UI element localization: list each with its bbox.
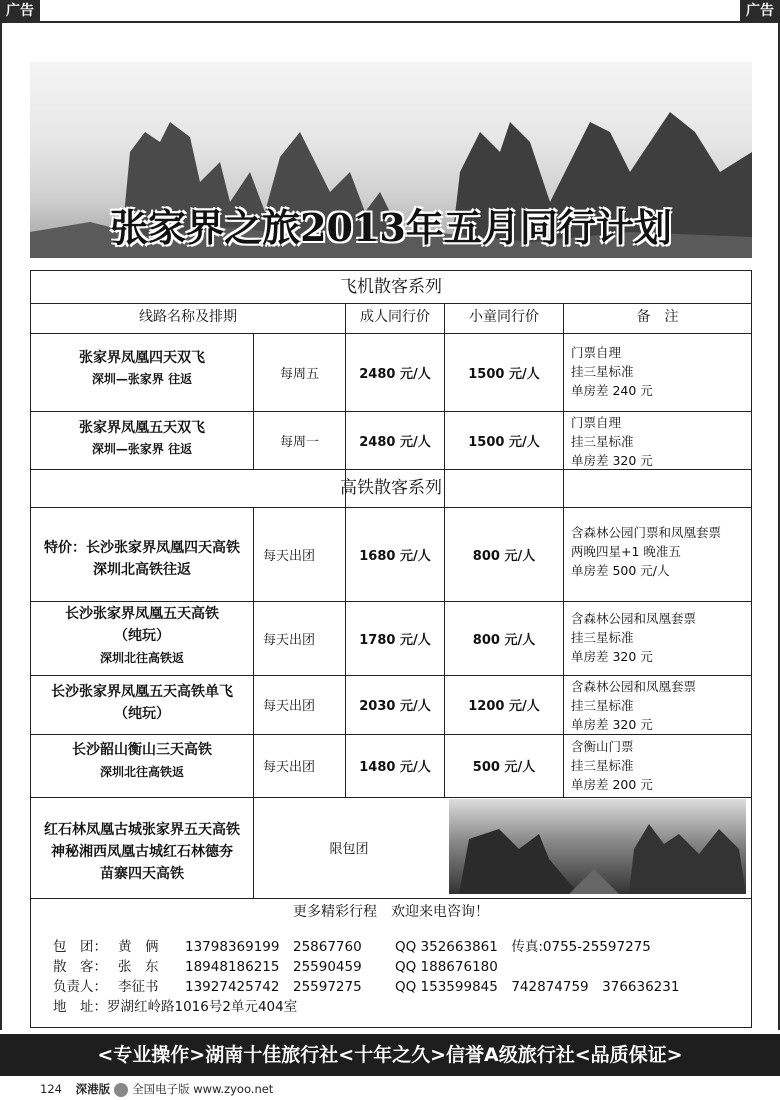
rail-notes-3: 含森林公园和凤凰套票 挂三星标准 单房差 320 元 [571, 679, 697, 732]
banner-title: 张家界之旅2013年五月同行计划 [110, 205, 672, 250]
address: 地 址：罗湖红岭路1016号2单元404室 [53, 999, 298, 1015]
rail-schedule-3: 每天出团 [262, 698, 315, 714]
air-adult-2: 2480 元/人 [359, 434, 431, 450]
rail-adult-4: 1480 元/人 [359, 760, 431, 775]
air-schedule-1: 每周五 [279, 366, 319, 382]
header-notes: 备 注 [636, 309, 679, 325]
ad-tag-left: 广告 [0, 0, 40, 22]
itinerary-table [30, 270, 752, 1028]
rail-schedule-4: 每天出团 [262, 760, 315, 775]
rail-route-4: 长沙韶山衡山三天高铁 深圳北往高铁返 [72, 742, 212, 779]
header-route: 线路名称及排期 [139, 309, 237, 325]
rail-adult-3: 2030 元/人 [359, 698, 431, 714]
contact-role-3: 负责人： [53, 979, 107, 995]
section-air-title: 飞机散客系列 [31, 271, 751, 304]
contact-qq-2: QQ 188676180 [395, 959, 498, 975]
contact-qq-3: QQ 153599845 742874759 376636231 [395, 979, 680, 995]
publication-logo-icon [114, 1083, 128, 1097]
banner-image [30, 62, 752, 258]
contact-qq-1: QQ 352663861 传真:0755-25597275 [395, 939, 651, 955]
contact-name-2: 张 东 [118, 959, 159, 975]
air-child-2: 1500 元/人 [468, 434, 540, 450]
top-rule [0, 21, 780, 23]
rail-route-2: 长沙张家界凤凰五天高铁 （纯玩） 深圳北往高铁返 [65, 606, 219, 665]
private-tour-label: 限包团 [329, 841, 369, 857]
rail-adult-2: 1780 元/人 [359, 632, 431, 648]
rail-route-3: 长沙张家界凤凰五天高铁单飞 （纯玩） [51, 684, 233, 722]
site-label: 全国电子版 www.zyoo.net [132, 1082, 274, 1096]
rail-child-3: 1200 元/人 [468, 698, 540, 714]
section-rail-title: 高铁散客系列 [31, 470, 751, 508]
air-schedule-2: 每周一 [279, 434, 319, 450]
contact-phones-3: 13927425742 25597275 [185, 979, 362, 995]
ad-tag-right: 广告 [740, 0, 780, 22]
contact-name-3: 李征书 [118, 979, 159, 995]
air-child-1: 1500 元/人 [468, 366, 540, 382]
air-adult-1: 2480 元/人 [359, 366, 431, 382]
contact-phones-1: 13798369199 25867760 [185, 939, 362, 955]
air-notes-2: 门票自理 挂三星标准 单房差 320 元 [571, 415, 653, 468]
private-tour-routes: 红石林凤凰古城张家界五天高铁 神秘湘西凤凰古城红石林德夯 苗寨四天高铁 [44, 822, 240, 882]
contact-role-1: 包 团： [53, 939, 107, 955]
more-info: 更多精彩行程 欢迎来电咨询！ [293, 904, 489, 920]
rail-notes-1: 含森林公园门票和凤凰套票 两晚四星+1 晚准五 单房差 500 元/人 [571, 525, 722, 578]
rail-route-1: 特价：长沙张家界凤凰四天高铁 深圳北高铁往返 [44, 540, 240, 578]
air-route-2: 张家界凤凰五天双飞 深圳—张家界 往返 [79, 420, 205, 456]
page-number: 124 [40, 1082, 62, 1096]
rail-child-4: 500 元/人 [472, 760, 536, 775]
rail-notes-2: 含森林公园和凤凰套票 挂三星标准 单房差 320 元 [571, 611, 697, 664]
left-rule [0, 0, 2, 1030]
contact-phones-2: 18948186215 25590459 [185, 959, 362, 975]
rail-child-1: 800 元/人 [472, 549, 536, 564]
air-route-1: 张家界凤凰四天双飞 深圳—张家界 往返 [79, 350, 205, 386]
contact-role-2: 散 客： [53, 959, 107, 975]
red-stone-forest-image [449, 799, 746, 894]
page-info [40, 1081, 273, 1097]
rail-schedule-1: 每天出团 [262, 549, 315, 564]
rail-schedule-2: 每天出团 [262, 632, 315, 648]
contact-name-1: 黄 俩 [118, 939, 159, 955]
rail-child-2: 800 元/人 [472, 632, 536, 648]
slogan-bar: <专业操作>湖南十佳旅行社<十年之久>信誉A级旅行社<品质保证> [0, 1034, 780, 1076]
edition-label: 深港版 [75, 1082, 111, 1096]
header-adult: 成人同行价 [360, 309, 430, 325]
rail-notes-4: 含衡山门票 挂三星标准 单房差 200 元 [571, 739, 653, 792]
header-child: 小童同行价 [469, 309, 539, 325]
air-notes-1: 门票自理 挂三星标准 单房差 240 元 [571, 345, 653, 398]
rail-adult-1: 1680 元/人 [359, 549, 431, 564]
